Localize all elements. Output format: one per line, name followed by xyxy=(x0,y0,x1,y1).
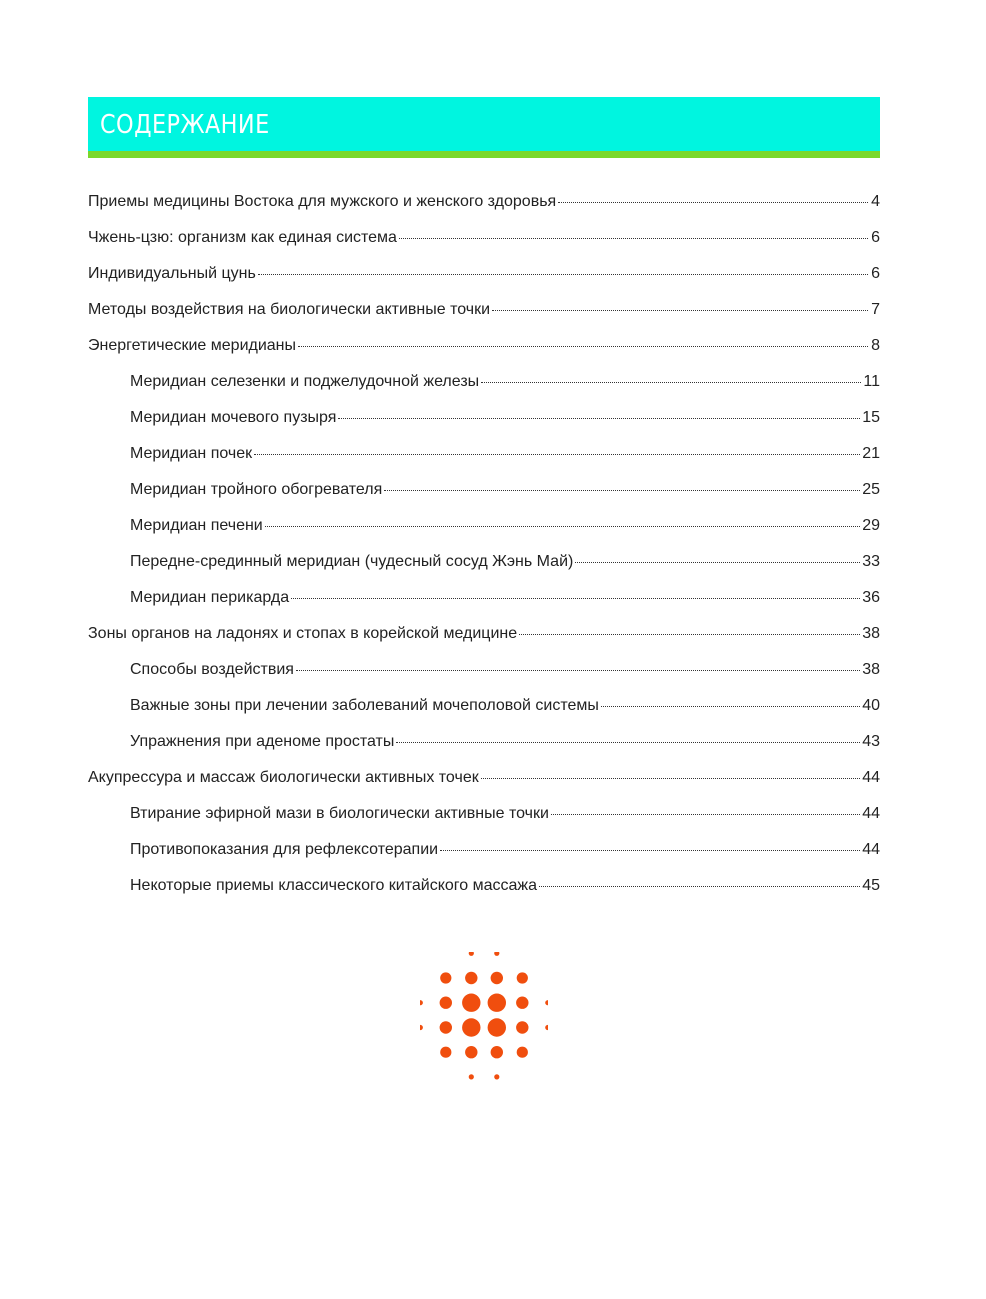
logo-dot xyxy=(440,1047,451,1058)
dot-leader xyxy=(265,526,860,527)
toc-entry-page-number: 40 xyxy=(862,697,880,714)
toc-entry-page-number: 38 xyxy=(862,625,880,642)
logo-dot xyxy=(465,972,477,984)
toc-entry-page-number: 29 xyxy=(862,517,880,534)
toc-entry-title: Некоторые приемы классического китайского массажа xyxy=(130,877,538,894)
dot-leader xyxy=(440,850,860,851)
dot-leader xyxy=(298,346,868,347)
toc-entry[interactable] xyxy=(88,868,880,904)
toc-entry[interactable] xyxy=(88,832,880,868)
toc-entry-title: Меридиан мочевого пузыря xyxy=(130,409,337,426)
dot-leader xyxy=(539,886,860,887)
toc-entry-page-number: 36 xyxy=(862,589,880,606)
dot-leader xyxy=(575,562,860,563)
dot-leader xyxy=(492,310,868,311)
toc-entry-page-number: 44 xyxy=(862,805,880,822)
dot-leader xyxy=(551,814,860,815)
logo-dot xyxy=(491,972,503,984)
dot-leader xyxy=(258,274,868,275)
toc-entry-title: Втирание эфирной мази в биологически активные точки xyxy=(130,805,549,822)
logo-dot xyxy=(465,1046,477,1058)
toc-entry[interactable] xyxy=(88,544,880,580)
logo-dot xyxy=(462,1018,480,1036)
toc-entry[interactable] xyxy=(88,796,880,832)
toc-entry-title: Меридиан селезенки и поджелудочной железы xyxy=(130,373,480,390)
toc-entry[interactable] xyxy=(88,292,880,328)
dot-leader xyxy=(519,634,860,635)
dot-leader xyxy=(296,670,860,671)
toc-entry-page-number: 43 xyxy=(862,733,880,750)
toc-entry-page-number: 21 xyxy=(862,445,880,462)
logo-dot xyxy=(420,1025,423,1030)
toc-entry[interactable] xyxy=(88,436,880,472)
logo-dot xyxy=(440,1021,452,1033)
toc-entry[interactable] xyxy=(88,580,880,616)
toc-entry-title: Акупрессура и массаж биологически активных точек xyxy=(88,769,479,786)
toc-entry-title: Меридиан почек xyxy=(130,445,253,462)
logo-dot xyxy=(516,1021,528,1033)
toc-entry-page-number: 8 xyxy=(871,337,880,354)
toc-entry[interactable] xyxy=(88,652,880,688)
toc-entry-title: Зоны органов на ладонях и стопах в корейской медицине xyxy=(88,625,518,642)
toc-entry[interactable] xyxy=(88,760,880,796)
toc-entry[interactable] xyxy=(88,400,880,436)
toc-entry-page-number: 15 xyxy=(862,409,880,426)
toc-entry-page-number: 25 xyxy=(862,481,880,498)
toc-entry-title: Методы воздействия на биологически активные точки xyxy=(88,301,491,318)
logo-dot xyxy=(517,972,528,983)
toc-entry-page-number: 6 xyxy=(871,265,880,282)
logo-dot xyxy=(488,1018,506,1036)
toc-entry[interactable] xyxy=(88,688,880,724)
logo-dot xyxy=(545,1000,548,1005)
toc-entry[interactable] xyxy=(88,220,880,256)
toc-entry-title: Способы воздействия xyxy=(130,661,294,678)
toc-entry-page-number: 6 xyxy=(871,229,880,246)
logo-dot xyxy=(516,997,528,1009)
toc-entry-title: Индивидуальный цунь xyxy=(88,265,256,282)
toc-entry-title: Упражнения при аденоме простаты xyxy=(130,733,395,750)
toc-entry-page-number: 7 xyxy=(871,301,880,318)
logo-dot xyxy=(420,1000,423,1005)
toc-entry[interactable] xyxy=(88,472,880,508)
dot-leader xyxy=(399,238,868,239)
dot-leader xyxy=(481,778,860,779)
logo-dot xyxy=(491,1046,503,1058)
toc-entry[interactable] xyxy=(88,256,880,292)
toc-entry[interactable] xyxy=(88,184,880,220)
dot-leader xyxy=(338,418,860,419)
toc-entry[interactable] xyxy=(88,328,880,364)
toc-entry[interactable] xyxy=(88,724,880,760)
logo-dot xyxy=(440,997,452,1009)
toc-entry[interactable] xyxy=(88,364,880,400)
toc-entry-page-number: 4 xyxy=(871,193,880,210)
table-of-contents xyxy=(88,184,880,904)
logo-dot xyxy=(545,1025,548,1030)
dot-leader xyxy=(601,706,860,707)
toc-entry-title: Приемы медицины Востока для мужского и женского здоровья xyxy=(88,193,557,210)
dot-leader xyxy=(558,202,868,203)
dot-leader xyxy=(396,742,860,743)
toc-entry-page-number: 44 xyxy=(862,769,880,786)
logo-dot xyxy=(494,952,499,956)
toc-entry-title: Важные зоны при лечении заболеваний мочеполовой системы xyxy=(130,697,599,714)
logo-dot xyxy=(517,1047,528,1058)
orange-dots-logo-icon xyxy=(420,952,548,1080)
toc-entry-title: Меридиан тройного обогревателя xyxy=(130,481,383,498)
toc-entry[interactable] xyxy=(88,508,880,544)
toc-entry-title: Меридиан перикарда xyxy=(130,589,290,606)
toc-entry-page-number: 11 xyxy=(863,373,880,390)
toc-entry-title: Противопоказания для рефлексотерапии xyxy=(130,841,439,858)
dot-leader xyxy=(254,454,860,455)
logo-dot xyxy=(494,1074,499,1079)
dot-leader xyxy=(384,490,860,491)
toc-entry-title: Передне-срединный меридиан (чудесный сосуд Жэнь Май) xyxy=(130,553,574,570)
logo-dot xyxy=(469,952,474,956)
toc-entry[interactable] xyxy=(88,616,880,652)
dot-leader xyxy=(291,598,860,599)
page-title: СОДЕРЖАНИЕ xyxy=(100,110,270,140)
dot-leader xyxy=(481,382,861,383)
logo-dot xyxy=(469,1074,474,1079)
toc-entry-page-number: 33 xyxy=(862,553,880,570)
toc-entry-page-number: 45 xyxy=(862,877,880,894)
toc-entry-title: Чжень-цзю: организм как единая система xyxy=(88,229,397,246)
logo-dot xyxy=(440,972,451,983)
toc-entry-title: Энергетические меридианы xyxy=(88,337,297,354)
toc-entry-title: Меридиан печени xyxy=(130,517,263,534)
toc-entry-page-number: 44 xyxy=(862,841,880,858)
section-header xyxy=(88,97,880,158)
toc-entry-page-number: 38 xyxy=(862,661,880,678)
logo-dot xyxy=(462,994,480,1012)
logo-dot xyxy=(488,994,506,1012)
